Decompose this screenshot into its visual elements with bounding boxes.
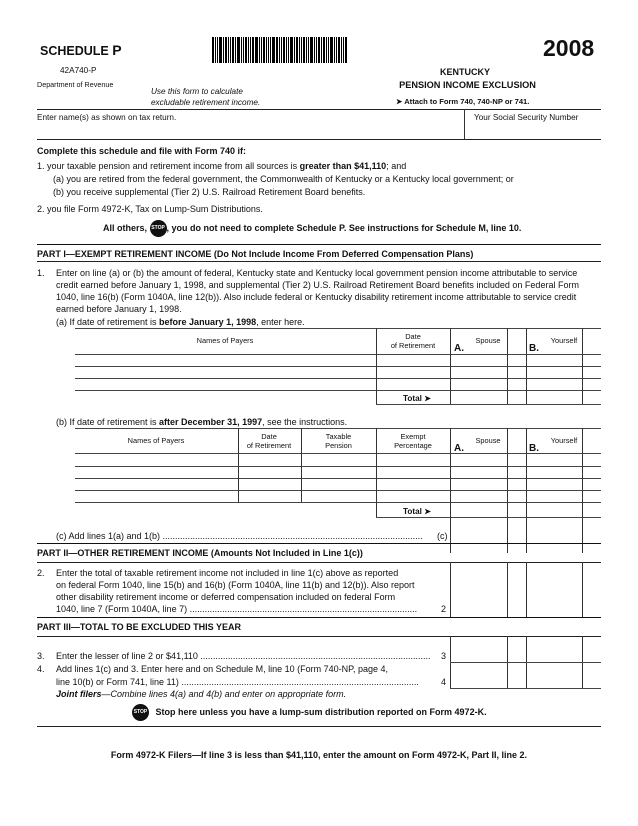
part2-heading: PART II—OTHER RETIREMENT INCOME (Amounts Not Included in Line 1(c)) [37, 548, 363, 558]
rule [37, 244, 601, 245]
col-b-letter: B. [529, 343, 539, 354]
line2-text-4: 1040, line 7 (Form 1040A, line 7) ........................................................................................... [56, 604, 418, 614]
col-a-letter: A. [454, 343, 464, 354]
form-code: 42A740-P [60, 66, 97, 75]
table-b-row-line [75, 453, 601, 454]
line3-label: 3 [441, 651, 447, 661]
divider [507, 328, 508, 404]
line3-text: Enter the lesser of line 2 or $41,110 ............................................................................................ [56, 651, 431, 661]
all-others-note: All others, STOP , you do not need to complete Schedule P. See instructions for Schedule M, line 10. [103, 220, 521, 237]
row-line [450, 688, 601, 689]
line1c-text: (c) Add lines 1(a) and 1(b) ........................................................................................................ [56, 531, 423, 541]
ssn-label: Your Social Security Number [474, 113, 579, 122]
col-a-letter: A. [454, 443, 464, 454]
rule [37, 726, 601, 727]
line1-text-3: 1040, line 16(b) (Form 1040A, line 12(b)). Also include federal or Kentucky disability retirement income attributable to service credit [56, 292, 577, 302]
line4-text-1: Add lines 1(c) and 3. Enter here and on Schedule M, line 10 (Form 740-NP, page 4, [56, 664, 389, 674]
table-b-row-line [75, 490, 601, 491]
line4-text-2: line 10(b) or Form 741, line 11) ............................................................................................... [56, 677, 419, 687]
stop-icon: STOP [150, 220, 167, 237]
footer-note: Form 4972-K Filers—If line 3 is less than $41,110, enter the amount on Form 4972-K, Part II, line 2. [110, 750, 528, 760]
divider [464, 109, 465, 139]
rule [37, 261, 601, 262]
line1b-label: (b) If date of retirement is after December 31, 1997, see the instructions. [56, 417, 348, 427]
tax-year: 2008 [543, 35, 595, 61]
department: Department of Revenue [37, 80, 114, 89]
table-b-row-line [75, 466, 601, 467]
form-title: PENSION INCOME EXCLUSION [399, 80, 536, 90]
col-b-letter: B. [529, 443, 539, 454]
table-b-total-spouse[interactable] [451, 506, 506, 516]
table-b-total-yourself[interactable] [527, 506, 582, 516]
table-b-col-spouse: Spouse [475, 436, 501, 445]
rule [37, 109, 601, 110]
table-a-col-names: Names of Payers [196, 336, 254, 345]
line4-spouse-input[interactable] [451, 673, 506, 687]
line1-number: 1. [37, 268, 45, 278]
line2-text-3: other disability retirement income or deferred compensation included on federal Form [56, 592, 396, 602]
line1-text-1: Enter on line (a) or (b) the amount of federal, Kentucky state and Kentucky local government pension income attributable to service [56, 268, 578, 278]
line2-yourself-input[interactable] [527, 600, 582, 614]
table-b-total-label: Total ➤ [403, 507, 432, 516]
use-form-line1: Use this form to calculate [151, 87, 243, 96]
divider [582, 428, 583, 553]
state-name: KENTUCKY [439, 67, 490, 77]
line1c-yourself-input[interactable] [527, 528, 582, 542]
table-a-col-spouse: Spouse [475, 336, 501, 345]
table-a-top [75, 328, 601, 329]
divider [238, 428, 239, 502]
barcode [212, 37, 348, 63]
line1-text-2: credit earned before January 1, 1998, and supplemental (Tier 2) U.S. Railroad Retirement Board benefits included on Federal Form [56, 280, 579, 290]
rule [37, 617, 601, 618]
schedule-label: SCHEDULE P [40, 42, 122, 58]
table-b-col-yourself: Yourself [550, 436, 578, 445]
table-a-total-spouse[interactable] [451, 393, 506, 403]
rule [37, 139, 601, 140]
divider [582, 328, 583, 404]
table-b-top [75, 428, 601, 429]
divider [507, 562, 508, 617]
part1-heading: PART I—EXEMPT RETIREMENT INCOME (Do Not Include Income From Deferred Compensation Plans) [37, 249, 474, 259]
row-line [450, 662, 601, 663]
divider [582, 562, 583, 617]
intro-item-1b: (b) you receive supplemental (Tier 2) U.S. Railroad Retirement Board benefits. [53, 187, 366, 197]
table-a-row-line [75, 366, 601, 367]
ssn-input[interactable] [466, 122, 601, 138]
table-b-col-names: Names of Payers [127, 436, 185, 445]
table-a-total-label: Total ➤ [403, 394, 432, 403]
table-b-col-exempt: Exempt Percentage [394, 432, 432, 450]
table-b-row-line [75, 502, 601, 503]
divider [376, 328, 377, 404]
line1c-spouse-input[interactable] [451, 528, 506, 542]
intro-item-1: 1. your taxable pension and retirement income from all sources is greater than $41,110; and [37, 161, 407, 171]
stop-icon: STOP [132, 704, 149, 721]
line4-number: 4. [37, 664, 45, 674]
rule [37, 636, 601, 637]
table-a-total-yourself[interactable] [527, 393, 582, 403]
line2-text-2: on federal Form 1040, line 15(b) and 16(b) (Form 1040A, line 11(b) and 12(b)). Also report [56, 580, 415, 590]
line2-spouse-input[interactable] [451, 600, 506, 614]
part3-heading: PART III—TOTAL TO BE EXCLUDED THIS YEAR [37, 622, 242, 632]
table-b-row-line [75, 478, 601, 479]
line1-text-4: earned before January 1, 1998. [56, 304, 182, 314]
table-b-bottom [376, 517, 601, 518]
line3-number: 3. [37, 651, 45, 661]
divider [507, 428, 508, 553]
divider [376, 428, 377, 517]
line1c-label: (c) [437, 531, 448, 541]
table-b-col-date: Date of Retirement [246, 432, 292, 450]
line2-text-1: Enter the total of taxable retirement income not included in line 1(c) above as reported [56, 568, 399, 578]
line4-yourself-input[interactable] [527, 673, 582, 687]
attach-instruction: ➤ Attach to Form 740, 740-NP or 741. [396, 97, 530, 106]
table-a-bottom [376, 404, 601, 405]
table-b-col-taxable: Taxable Pension [325, 432, 352, 450]
line3-yourself-input[interactable] [527, 647, 582, 661]
intro-item-2: 2. you file Form 4972-K, Tax on Lump-Sum Distributions. [37, 204, 263, 214]
line2-number: 2. [37, 568, 45, 578]
rule [37, 543, 601, 544]
table-a-col-yourself: Yourself [550, 336, 578, 345]
line4-label: 4 [441, 677, 447, 687]
name-input[interactable] [37, 122, 463, 138]
intro-heading: Complete this schedule and file with Form 740 if: [37, 146, 247, 156]
table-a-row-line [75, 378, 601, 379]
joint-filers-note: Joint filers—Combine lines 4(a) and 4(b) and enter on appropriate form. [56, 689, 347, 699]
line1a-label: (a) If date of retirement is before January 1, 1998, enter here. [56, 317, 305, 327]
line3-spouse-input[interactable] [451, 647, 506, 661]
line2-label: 2 [441, 604, 447, 614]
rule [37, 562, 601, 563]
intro-item-1a: (a) you are retired from the federal government, the Commonwealth of Kentucky or a Kentucky local government; or [53, 174, 514, 184]
table-a-col-date: Date of Retirement [390, 332, 436, 350]
table-a-row-line [75, 354, 601, 355]
table-a-row-line [75, 390, 601, 391]
name-label: Enter name(s) as shown on tax return. [37, 113, 177, 122]
divider [301, 428, 302, 502]
stop-note: STOP Stop here unless you have a lump-sum distribution reported on Form 4972-K. [132, 704, 487, 721]
use-form-line2: excludable retirement income. [151, 98, 261, 107]
